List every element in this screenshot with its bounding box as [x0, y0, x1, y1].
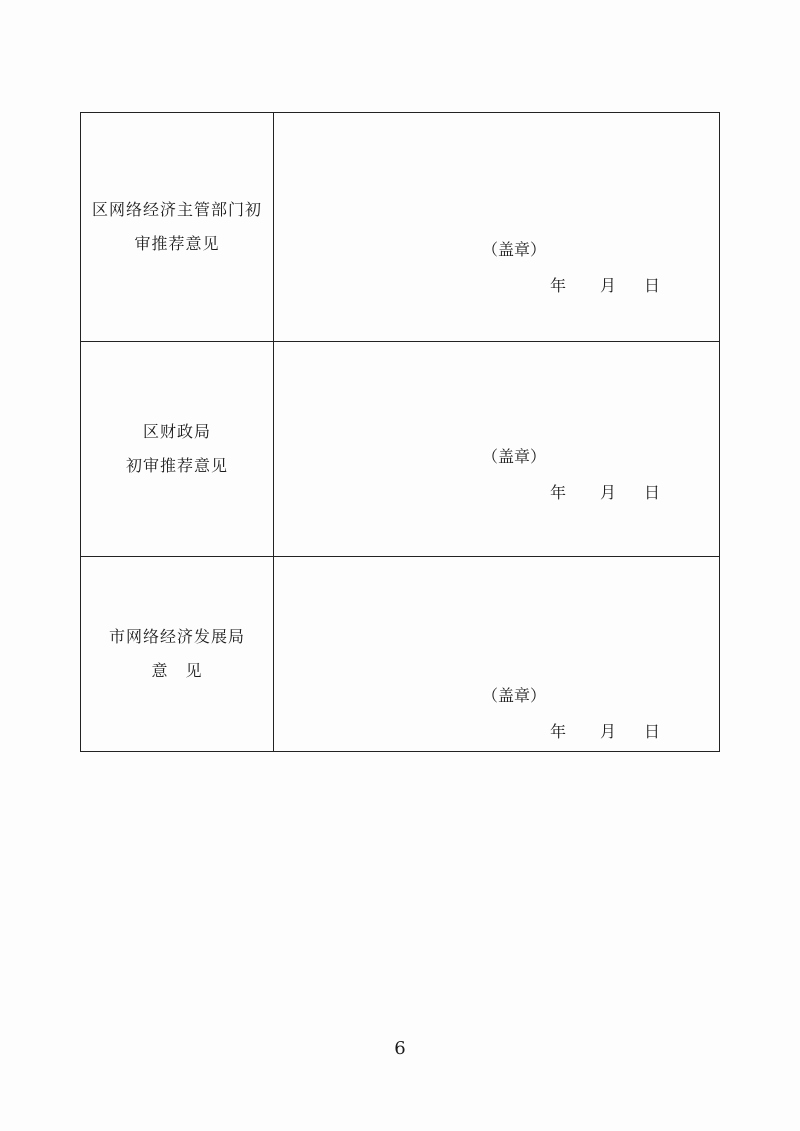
label-line: 审推荐意见: [134, 234, 220, 253]
stamp-label: （盖章）: [482, 447, 547, 466]
opinion-content-cell: [274, 342, 720, 557]
date-line: [550, 719, 660, 742]
month-label: 月: [600, 276, 617, 295]
district-network-economy-label-cell: [81, 113, 274, 342]
opinion-content-cell: [274, 557, 720, 752]
stamp-label: （盖章）: [482, 686, 547, 705]
stamp-label: （盖章）: [482, 240, 547, 259]
day-label: 日: [644, 722, 661, 741]
label-line: 初审推荐意见: [125, 456, 228, 475]
year-label: 年: [550, 722, 567, 741]
month-label: 月: [600, 483, 617, 502]
opinion-form-table: [80, 112, 720, 752]
label-line: 区财政局: [142, 422, 211, 441]
label-line: 区网络经济主管部门初: [91, 200, 262, 219]
day-label: 日: [644, 483, 661, 502]
day-label: 日: [644, 276, 661, 295]
label-line: 意 见: [151, 661, 203, 680]
year-label: 年: [550, 276, 567, 295]
date-line: [550, 273, 660, 296]
opinion-content-cell: [274, 113, 720, 342]
date-line: [550, 480, 660, 503]
page-number: 6: [394, 1038, 406, 1059]
table-row: [81, 342, 720, 557]
city-network-economy-label-cell: [81, 557, 274, 752]
district-finance-label-cell: [81, 342, 274, 557]
month-label: 月: [600, 722, 617, 741]
label-line: 市网络经济发展局: [108, 627, 245, 646]
table-row: [81, 113, 720, 342]
table-row: [81, 557, 720, 752]
year-label: 年: [550, 483, 567, 502]
